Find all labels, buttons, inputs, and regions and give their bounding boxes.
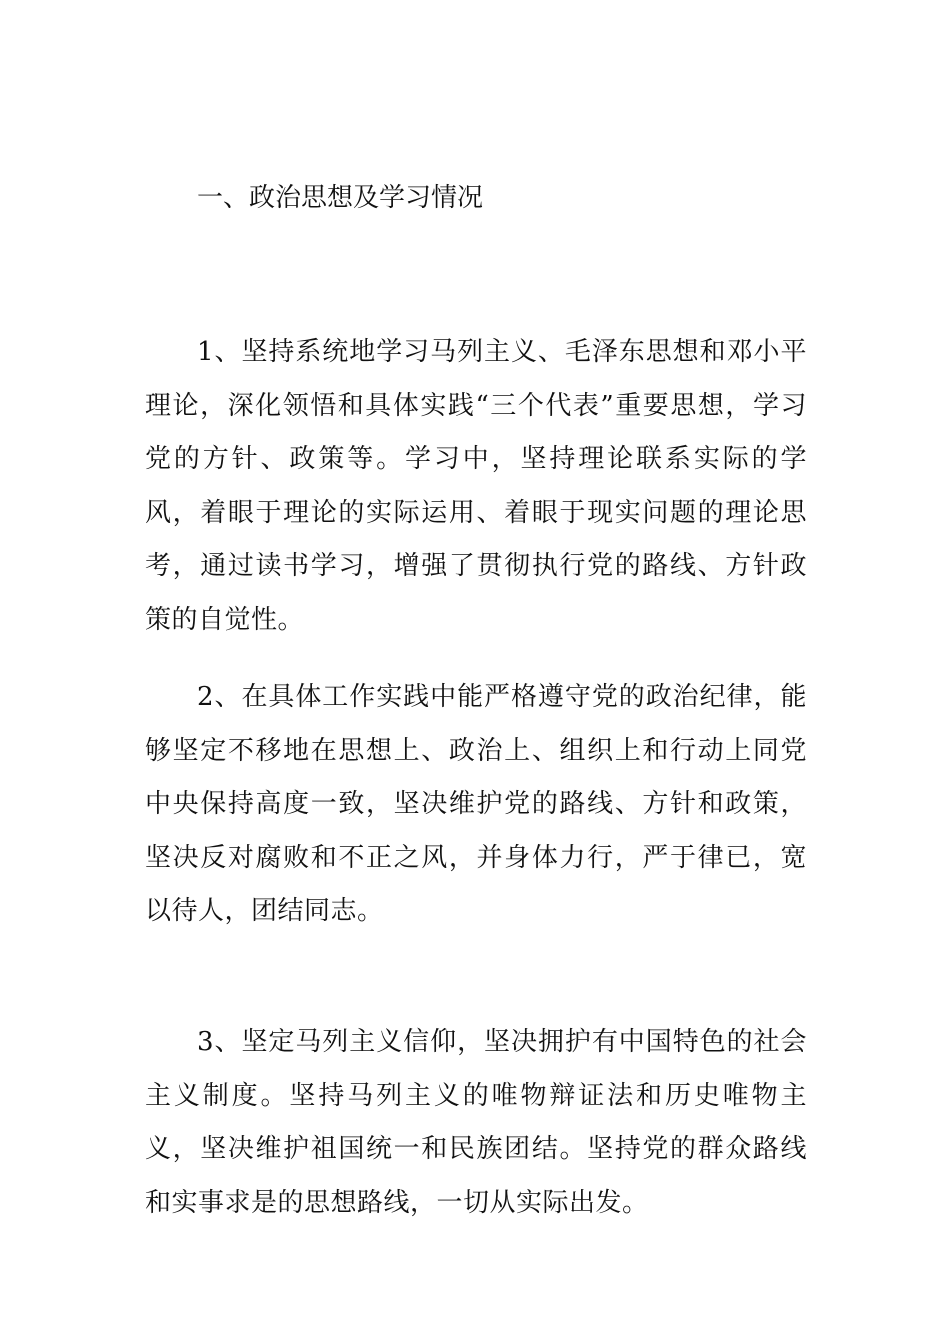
paragraph-1: 1、坚持系统地学习马列主义、毛泽东思想和邓小平理论，深化领悟和具体实践“三个代表”重要思想，学习党的方针、政策等。学习中，坚持理论联系实际的学风，着眼于理论的实际运用、着眼于现实问题的理论思考，通过读书学习，增强了贯彻执行党的路线、方针政策的自觉性。 bbox=[145, 337, 807, 635]
section-heading: 一、政治思想及学习情况 bbox=[197, 183, 484, 213]
paragraph-3: 3、坚定马列主义信仰，坚决拥护有中国特色的社会主义制度。坚持马列主义的唯物辩证法和历史唯物主义，坚决维护祖国统一和民族团结。坚持党的群众路线和实事求是的思想路线，一切从实际出发。 bbox=[145, 1027, 807, 1218]
paragraph-2: 2、在具体工作实践中能严格遵守党的政治纪律，能够坚定不移地在思想上、政治上、组织上和行动上同党中央保持高度一致，坚决维护党的路线、方针和政策，坚决反对腐败和不正之风，并身体力行，严于律已，宽以待人，团结同志。 bbox=[145, 682, 807, 926]
